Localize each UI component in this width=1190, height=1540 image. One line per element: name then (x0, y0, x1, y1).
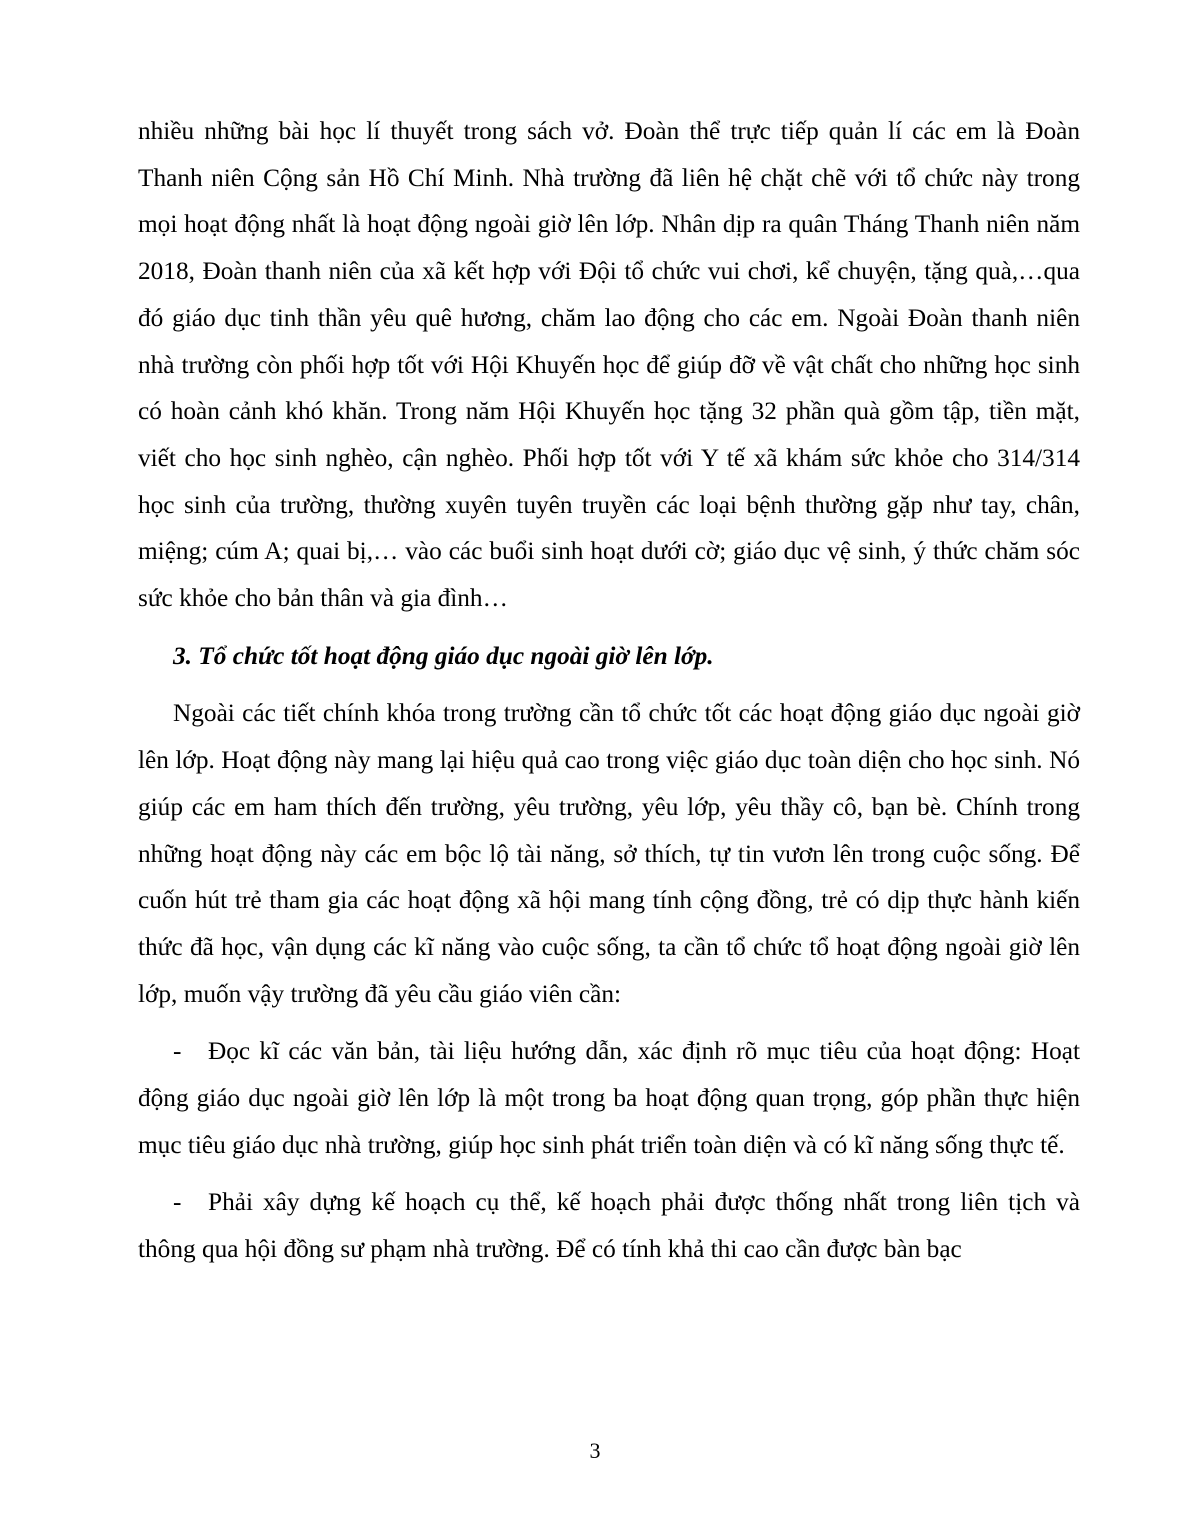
paragraph-coordination: nhiều những bài học lí thuyết trong sách vở. Đoàn thể trực tiếp quản lí các em là Đoàn Thanh niên Cộng sản Hồ Chí Minh. Nhà trường đã liên hệ chặt chẽ với tổ chức này trong mọi hoạt động nhất là hoạt động ngoài giờ lên lớp. Nhân dịp ra quân Tháng Thanh niên năm 2018, Đoàn thanh niên của xã kết hợp với Đội tổ chức vui chơi, kể chuyện, tặng quà,…qua đó giáo dục tinh thần yêu quê hương, chăm lao động cho các em. Ngoài Đoàn thanh niên nhà trường còn phối hợp tốt với Hội Khuyến học để giúp đỡ về vật chất cho những học sinh có hoàn cảnh khó khăn. Trong năm Hội Khuyến học tặng 32 phần quà gồm tập, tiền mặt, viết cho học sinh nghèo, cận nghèo. Phối hợp tốt với Y tế xã khám sức khỏe cho 314/314 học sinh của trường, thường xuyên tuyên truyền các loại bệnh thường gặp như tay, chân, miệng; cúm A; quai bị,… vào các buổi sinh hoạt dưới cờ; giáo dục vệ sinh, ý thức chăm sóc sức khỏe cho bản thân và gia đình… (138, 117, 1080, 613)
document-body (138, 108, 1080, 1273)
bullet-marker: - (173, 1188, 182, 1217)
bullet-text: Phải xây dựng kế hoạch cụ thể, kế hoạch phải được thống nhất trong liên tịch và thông qua hội đồng sư phạm nhà trường. Để có tính khả thi cao cần được bàn bạc (138, 1188, 1080, 1264)
page-number: 3 (589, 1438, 601, 1463)
paragraph-extracurricular: Ngoài các tiết chính khóa trong trường cần tổ chức tốt các hoạt động giáo dục ngoài giờ lên lớp. Hoạt động này mang lại hiệu quả cao trong việc giáo dục toàn diện cho học sinh. Nó giúp các em ham thích đến trường, yêu trường, yêu lớp, yêu thầy cô, bạn bè. Chính trong những hoạt động này các em bộc lộ tài năng, sở thích, tự tin vươn lên trong cuộc sống. Để cuốn hút trẻ tham gia các hoạt động xã hội mang tính cộng đồng, trẻ có dịp thực hành kiến thức đã học, vận dụng các kĩ năng vào cuộc sống, ta cần tổ chức tổ hoạt động ngoài giờ lên lớp, muốn vậy trường đã yêu cầu giáo viên cần: (138, 699, 1080, 1008)
bullet-item-read-documents (138, 1028, 1080, 1168)
bullet-item-build-plan (138, 1179, 1080, 1272)
section-heading: 3. Tổ chức tốt hoạt động giáo dục ngoài giờ lên lớp. (173, 641, 714, 670)
bullet-marker: - (173, 1037, 182, 1066)
bullet-text: Đọc kĩ các văn bản, tài liệu hướng dẫn, xác định rõ mục tiêu của hoạt động: Hoạt động giáo dục ngoài giờ lên lớp là một trong ba hoạt động quan trọng, góp phần thực hiện mục tiêu giáo dục nhà trường, giúp học sinh phát triển toàn diện và có kĩ năng sống thực tế. (138, 1037, 1080, 1159)
